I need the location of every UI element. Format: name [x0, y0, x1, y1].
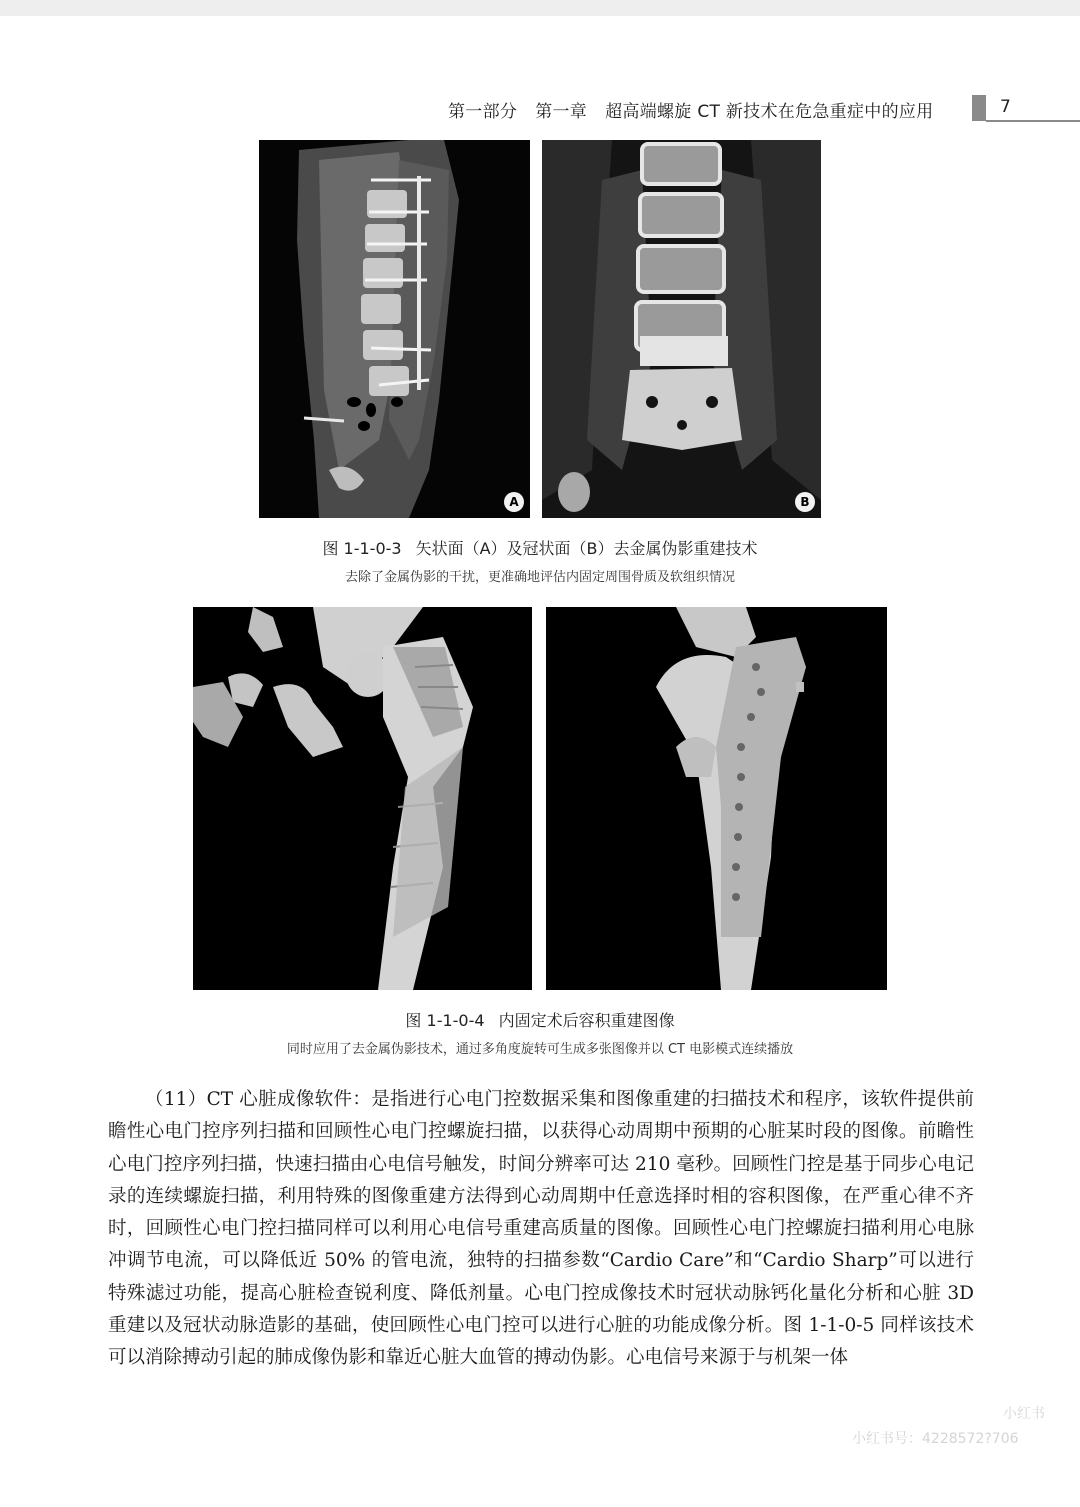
figure3-panel-a-sagittal-ct — [259, 140, 530, 518]
figure3-panel-b-coronal-ct — [542, 140, 821, 518]
figure3-number: 图 1-1-0-3 — [322, 539, 402, 558]
header-marker-block — [972, 95, 986, 121]
figure4-left-volume-render — [193, 607, 532, 990]
panel-label-b: B — [795, 492, 815, 512]
figure4-title: 内固定术后容积重建图像 — [498, 1011, 675, 1030]
running-header — [448, 97, 933, 122]
header-rule — [986, 120, 1080, 122]
figure4-caption — [0, 1008, 1080, 1031]
body-text — [108, 1084, 974, 1375]
figure3-note: 去除了金属伪影的干扰，更准确地评估内固定周围骨质及软组织情况 — [344, 570, 735, 585]
top-bar — [0, 0, 1080, 16]
figure4-note: 同时应用了去金属伪影技术，通过多角度旋转可生成多张图像并以 CT 电影模式连续播放 — [286, 1042, 794, 1057]
header-part: 第一部分 — [448, 102, 518, 122]
watermark-text: 小红书号：4228572?706 — [852, 1431, 1019, 1447]
body-paragraph: （11）CT 心脏成像软件：是指进行心电门控数据采集和图像重建的扫描技术和程序，该软件提供前瞻性心电门控序列扫描和回顾性心电门控螺旋扫描，以获得心动周期中预期的心脏某时段的图像。前瞻性心电门控序列扫描，快速扫描由心电信号触发，时间分辨率可达 210 毫秒。回顾性门控是基于同步心电记录的连续螺旋扫描，利用特殊的图像重建方法得到心动周期中任意选择时相的容积图像，在严重心律不齐时，回顾性心电门控扫描同样可以利用心电信号重建高质量的图像。回顾性心电门控螺旋扫描利用心电脉冲调节电流，可以降低近 50% 的管电流，独特的扫描参数“Cardio Care”和“Cardio Sharp”可以进行特殊滤过功能，提高心脏检查锐利度、降低剂量。心电门控成像技术时冠状动脉钙化量化分析和心脏 3D 重建以及冠状动脉造影的基础，使回顾性心电门控可以进行心脏的功能成像分析。图 1-1-0-5 同样该技术可以消除搏动引起的肺成像伪影和靠近心脏大血管的搏动伪影。心电信号来源于与机架一体 — [108, 1089, 974, 1369]
header-chapter: 第一章 — [535, 102, 588, 122]
watermark-logo: 小红书 — [1003, 1406, 1045, 1422]
figure4-right-volume-render — [546, 607, 887, 990]
panel-label-a: A — [504, 492, 524, 512]
page-number: 7 — [1000, 97, 1011, 117]
figure3-title: 矢状面（A）及冠状面（B）去金属伪影重建技术 — [415, 539, 758, 558]
header-title: 超高端螺旋 CT 新技术在危急重症中的应用 — [605, 102, 934, 122]
figure4-number: 图 1-1-0-4 — [405, 1011, 485, 1030]
figure3-caption — [0, 536, 1080, 559]
